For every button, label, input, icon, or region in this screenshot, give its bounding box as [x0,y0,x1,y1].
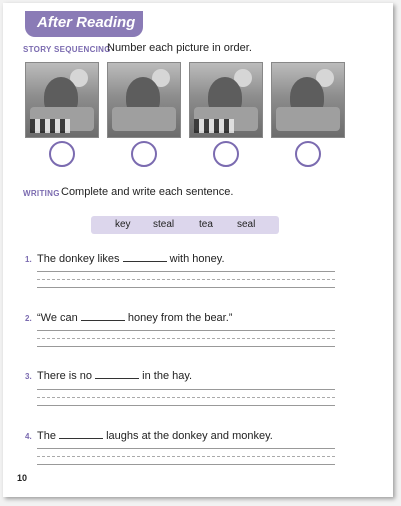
sentence-text-before: “We can [37,312,78,324]
sentence-blank[interactable] [59,429,103,439]
word-bank-item: steal [153,219,175,230]
sentence-number: 3. [25,372,32,381]
order-circle-1[interactable] [49,141,75,167]
writing-line[interactable] [37,448,335,449]
writing-line[interactable] [37,287,335,288]
sentence-blank[interactable] [123,252,167,262]
writing-instruction: Complete and write each sentence. [61,186,234,198]
sentence-number: 4. [25,432,32,441]
order-circle-3[interactable] [213,141,239,167]
workbook-page [3,3,393,497]
writing-guide-line [37,397,335,398]
word-bank-item: seal [237,219,256,230]
order-circle-4[interactable] [295,141,321,167]
word-bank-item: key [115,219,131,230]
sentence-4 [37,429,273,442]
sentence-number: 1. [25,255,32,264]
story-sequencing-instruction: Number each picture in order. [107,42,252,54]
page-title: After Reading [37,14,136,31]
writing-guide-line [37,456,335,457]
story-picture-2 [107,62,181,138]
writing-line[interactable] [37,405,335,406]
sentence-text-before: The [37,430,56,442]
order-circle-2[interactable] [131,141,157,167]
sentence-text-after: honey from the bear.” [127,312,233,324]
sentence-text-after: with honey. [169,253,225,265]
sentence-blank[interactable] [95,369,139,379]
sentence-3 [37,369,192,382]
story-picture-1 [25,62,99,138]
writing-line[interactable] [37,346,335,347]
sentence-1 [37,252,225,265]
writing-line[interactable] [37,271,335,272]
writing-line[interactable] [37,330,335,331]
story-picture-3 [189,62,263,138]
writing-line[interactable] [37,464,335,465]
header-tab [25,11,143,37]
writing-line[interactable] [37,389,335,390]
writing-guide-line [37,279,335,280]
sentence-number: 2. [25,314,32,323]
writing-label: WRITING [23,189,60,198]
page-number: 10 [17,473,28,483]
word-bank [91,216,279,234]
story-sequencing-label: STORY SEQUENCING [23,45,111,54]
sentence-text-before: The donkey likes [37,253,120,265]
writing-guide-line [37,338,335,339]
sentence-2 [37,311,232,324]
sentence-text-after: laughs at the donkey and monkey. [106,430,273,442]
sentence-blank[interactable] [81,311,125,321]
word-bank-item: tea [199,219,213,230]
sentence-text-after: in the hay. [142,370,193,382]
sentence-text-before: There is no [37,370,93,382]
story-picture-4 [271,62,345,138]
